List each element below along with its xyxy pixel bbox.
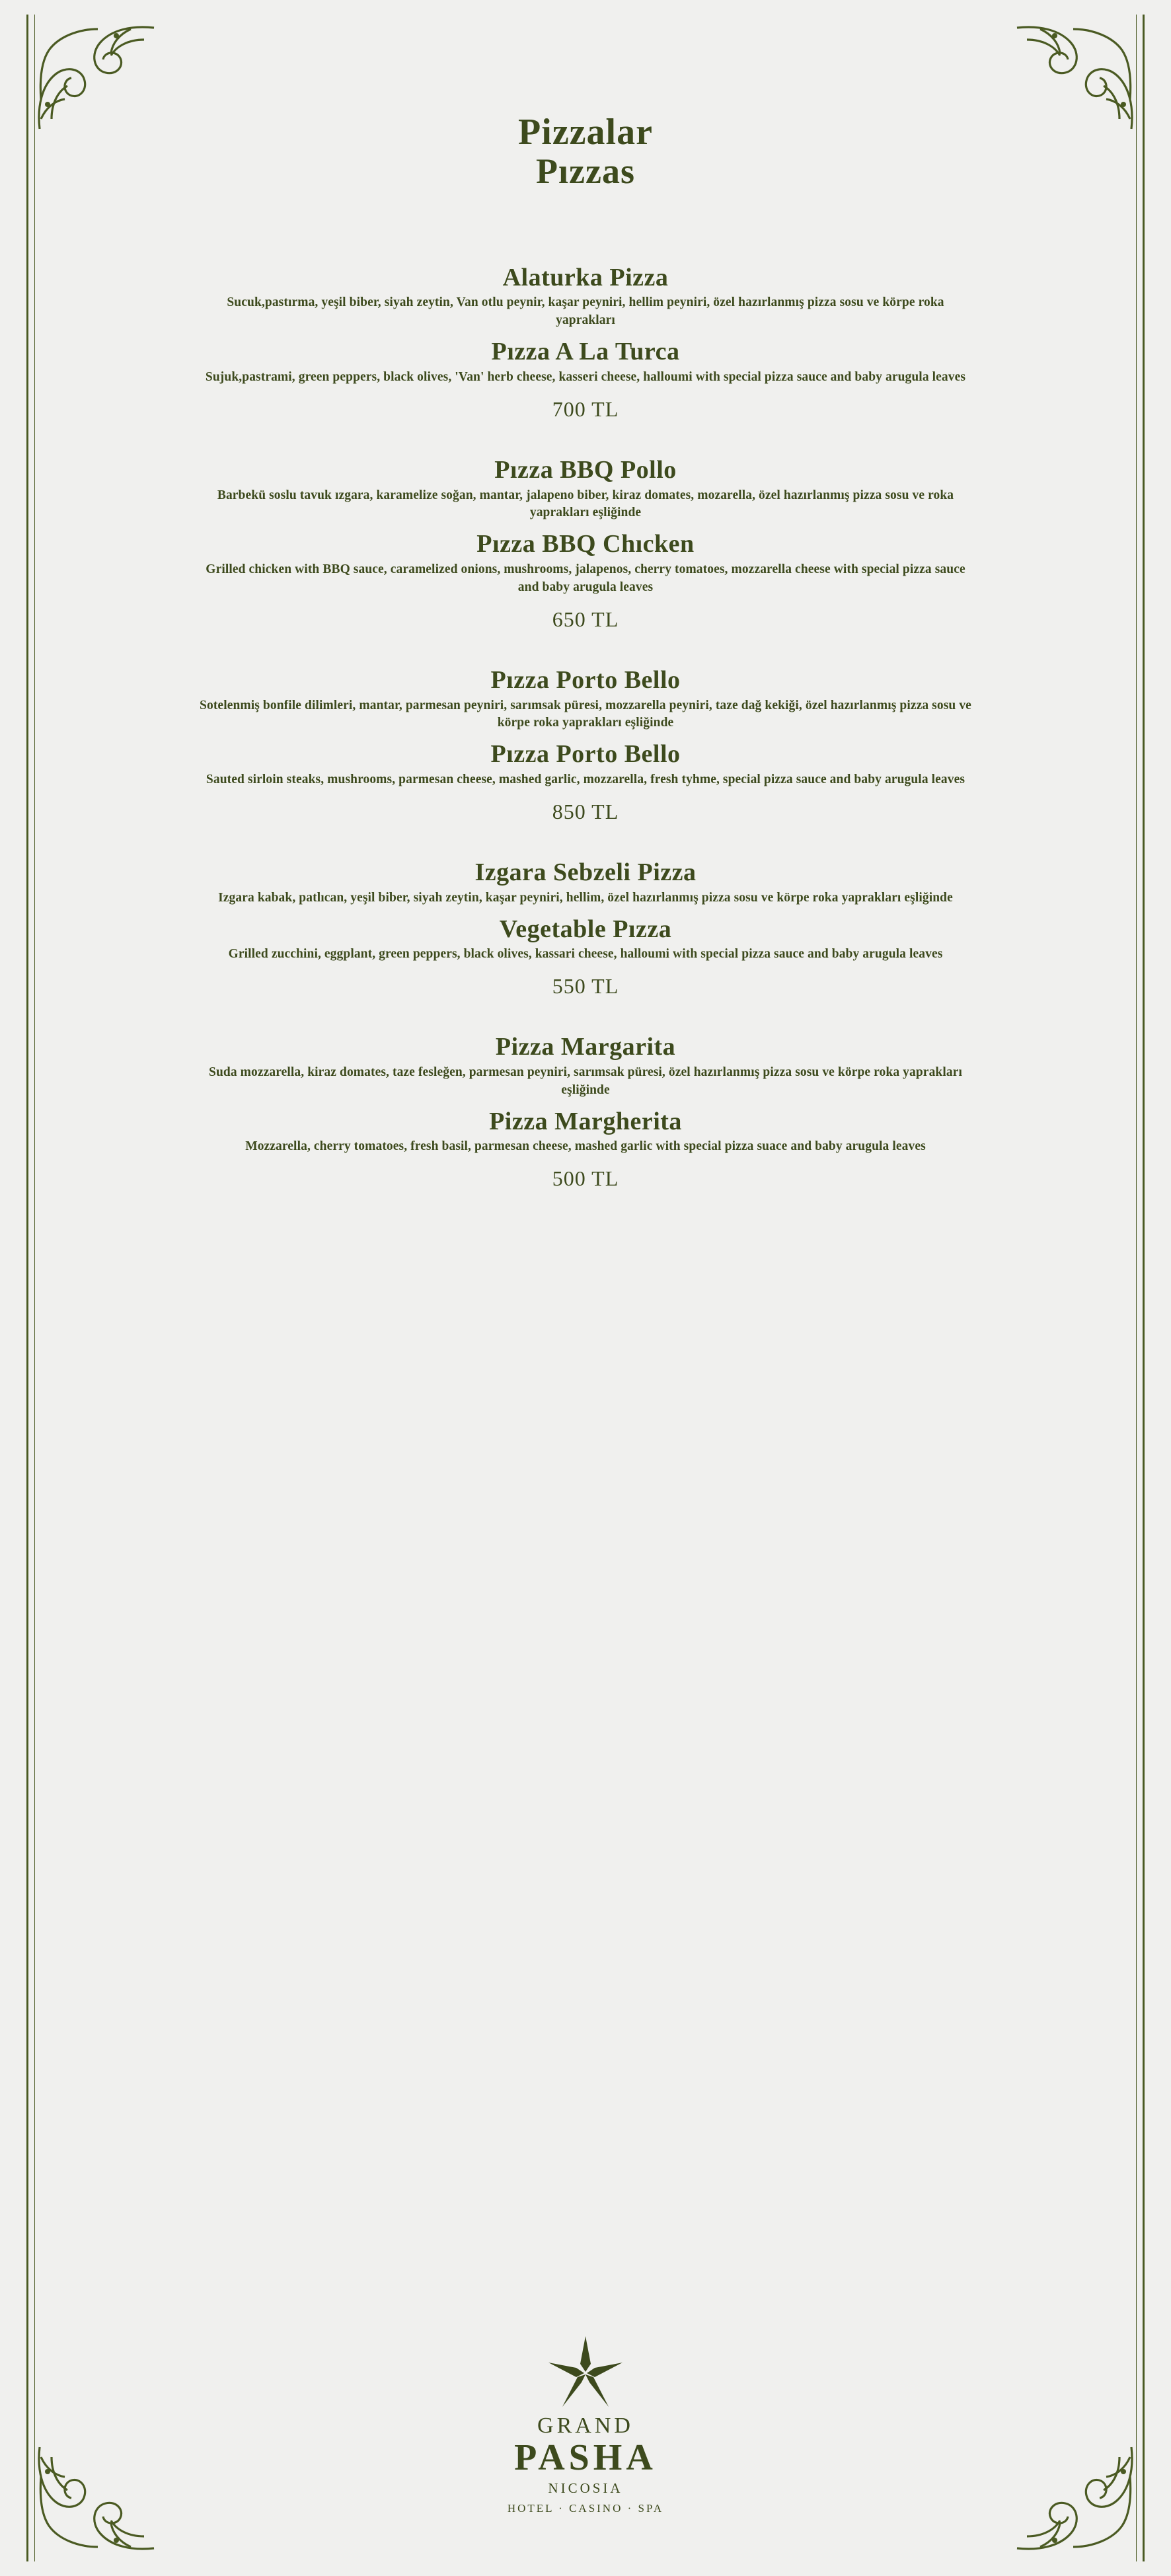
brand-logo (0, 2333, 1171, 2515)
item-description-english: Sauted sirloin steaks, mushrooms, parmesan cheese, mashed garlic, mozzarella, fresh tyhme, special pizza sauce and baby arugula leaves (206, 773, 965, 787)
item-name-english: Pizza Margherita (489, 1107, 682, 1135)
brand-tagline: HOTEL · CASINO · SPA (507, 2502, 664, 2515)
item-name-english: Pızza BBQ Chıcken (476, 530, 695, 558)
menu-item (79, 456, 1092, 632)
menu-content (79, 0, 1092, 1225)
menu-item (79, 858, 1092, 999)
star-logo-icon (546, 2333, 625, 2409)
item-name-turkish: Pızza Porto Bello (490, 665, 681, 694)
item-price: 650 TL (552, 607, 619, 631)
item-description-turkish: Sotelenmiş bonfile dilimleri, mantar, parmesan peyniri, sarımsak püresi, mozzarella peyniri, taze dağ kekiği, özel hazırlanmış pizza sosu ve körpe roka yaprakları eşliğinde (200, 698, 971, 730)
item-price: 500 TL (552, 1166, 619, 1191)
page-title (79, 112, 1092, 191)
item-name-turkish: Alaturka Pizza (502, 263, 669, 291)
page-title-english: Pızzas (536, 151, 635, 192)
item-price: 850 TL (552, 799, 619, 823)
brand-location: NICOSIA (548, 2480, 623, 2496)
item-description-turkish: Barbekü soslu tavuk ızgara, karamelize soğan, mantar, jalapeno biber, kiraz domates, mozarella, özel hazırlanmış pizza sosu ve roka yaprakları eşliğinde (217, 488, 954, 520)
item-description-turkish: Sucuk,pastırma, yeşil biber, siyah zeytin, Van otlu peynir, kaşar peyniri, hellim peyniri, özel hazırlanmış pizza sosu ve körpe roka yaprakları (227, 295, 944, 328)
item-description-english: Sujuk,pastrami, green peppers, black olives, 'Van' herb cheese, kasseri cheese, halloumi with special pizza sauce and baby arugula leaves (205, 369, 966, 384)
item-description-english: Grilled zucchini, eggplant, green peppers, black olives, kassari cheese, halloumi with special pizza sauce and baby arugula leaves (228, 947, 943, 962)
menu-item (79, 264, 1092, 422)
menu-item-list (79, 264, 1092, 1191)
item-name-turkish: Pızza BBQ Pollo (494, 455, 677, 484)
item-description-turkish: Izgara kabak, patlıcan, yeşil biber, siyah zeytin, kaşar peyniri, hellim, özel hazırlanmış pizza sosu ve körpe roka yaprakları eşliğinde (218, 890, 953, 905)
item-name-english: Pızza A La Turca (491, 338, 680, 366)
item-description-english: Mozzarella, cherry tomatoes, fresh basil, parmesan cheese, mashed garlic with special pizza suace and baby arugula leaves (245, 1139, 926, 1154)
menu-item (79, 1033, 1092, 1191)
item-name-turkish: Pizza Margarita (495, 1033, 676, 1061)
brand-name-main: PASHA (514, 2437, 657, 2479)
page-title-turkish: Pizzalar (518, 112, 653, 153)
item-name-english: Vegetable Pızza (499, 915, 672, 943)
menu-item (79, 666, 1092, 824)
item-price: 550 TL (552, 974, 619, 999)
item-description-turkish: Suda mozzarella, kiraz domates, taze fesleğen, parmesan peyniri, sarımsak püresi, özel hazırlanmış pizza sosu ve körpe roka yaprakları eşliğinde (209, 1065, 962, 1097)
brand-name-top: GRAND (537, 2413, 634, 2439)
item-price: 700 TL (552, 397, 619, 421)
item-description-english: Grilled chicken with BBQ sauce, caramelized onions, mushrooms, jalapenos, cherry tomatoes, mozzarella cheese with special pizza sauce and baby arugula leaves (206, 562, 965, 594)
item-name-english: Pızza Porto Bello (490, 740, 681, 769)
item-name-turkish: Izgara Sebzeli Pizza (474, 858, 697, 886)
